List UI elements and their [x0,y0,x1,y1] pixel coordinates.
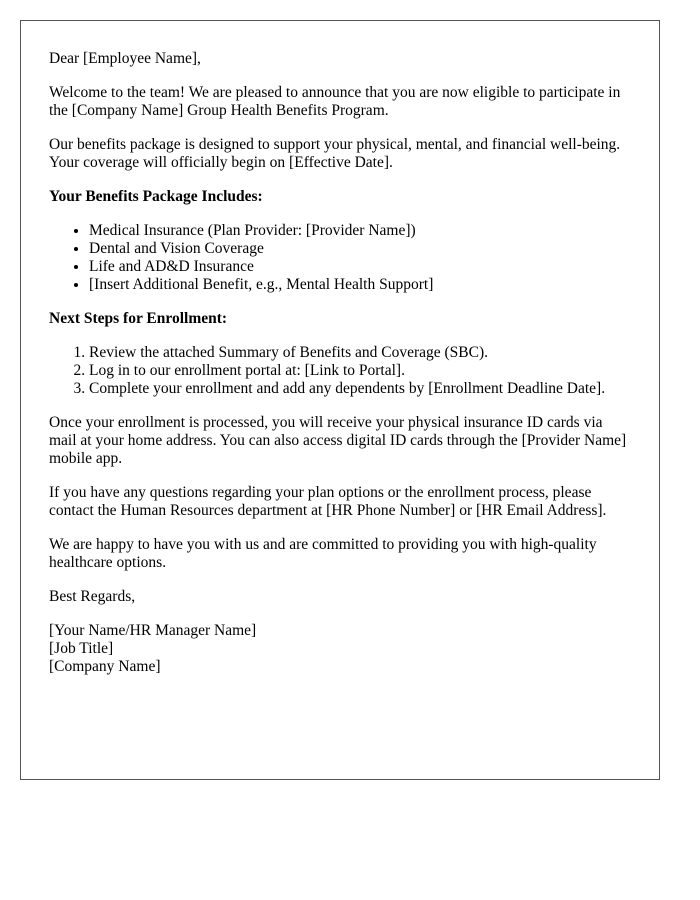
signature-block [49,622,631,676]
benefit-item: • Medical Insurance (Plan Provider: [Provider Name]) [89,222,631,240]
step-item: 3. Complete your enrollment and add any dependents by [Enrollment Deadline Date]. [89,380,631,398]
questions-paragraph: If you have any questions regarding your plan options or the enrollment process, please contact the Human Resources department at [HR Phone Number] or [HR Email Address]. [49,484,607,519]
benefits-list [49,222,631,294]
benefits-heading: Your Benefits Package Includes: [49,188,263,205]
signature-name: [Your Name/HR Manager Name] [49,622,257,639]
closing-note-paragraph: We are happy to have you with us and are committed to providing you with high-quality healthcare options. [49,536,597,571]
benefit-item: • Dental and Vision Coverage [89,240,631,258]
signature-title: [Job Title] [49,640,114,657]
steps-list [49,344,631,398]
steps-heading: Next Steps for Enrollment: [49,310,228,327]
benefit-item: • [Insert Additional Benefit, e.g., Mental Health Support] [89,276,631,294]
step-item: 1. Review the attached Summary of Benefits and Coverage (SBC). [89,344,631,362]
letter-container [20,20,660,780]
signature-company: [Company Name] [49,658,161,675]
step-item: 2. Log in to our enrollment portal at: [Link to Portal]. [89,362,631,380]
package-description-paragraph: Our benefits package is designed to support your physical, mental, and financial well-being. Your coverage will officially begin on [Effective Date]. [49,136,621,171]
signoff: Best Regards, [49,588,136,605]
id-cards-paragraph: Once your enrollment is processed, you will receive your physical insurance ID cards via mail at your home address. You can also access digital ID cards through the [Provider Name] mobile app. [49,414,627,467]
intro-paragraph: Welcome to the team! We are pleased to announce that you are now eligible to participate in the [Company Name] Group Health Benefits Program. [49,84,621,119]
benefit-item: • Life and AD&D Insurance [89,258,631,276]
salutation: Dear [Employee Name], [49,50,201,67]
